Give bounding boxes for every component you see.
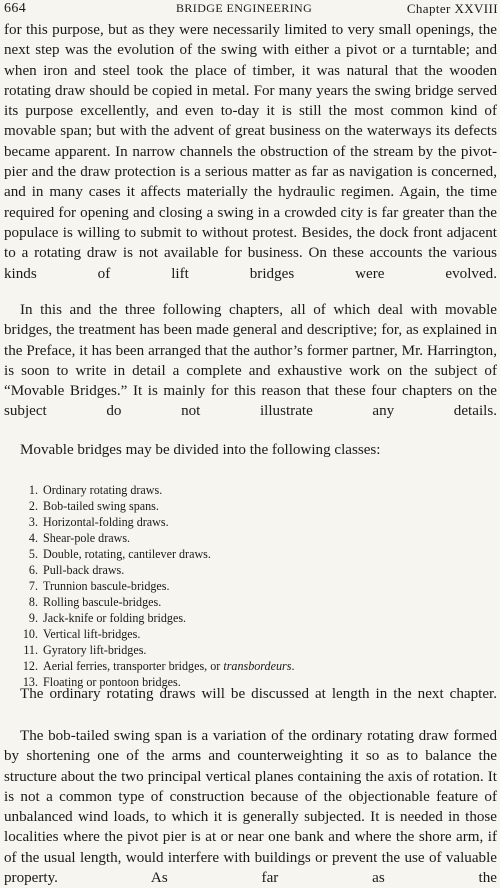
list-item-text	[43, 610, 186, 626]
list-item	[22, 610, 482, 626]
list-item-italic: transbordeurs	[223, 659, 292, 673]
list-item-label: Floating or pontoon bridges.	[43, 675, 181, 689]
list-item	[22, 498, 482, 514]
list-item-label: Bob-tailed swing spans.	[43, 499, 159, 513]
chapter-number: XXVIII	[454, 1, 498, 16]
running-header	[4, 1, 498, 19]
list-item-number: 3.	[28, 515, 38, 529]
paragraph-rotating-draws: The ordinary rotating draws will be discussed at length in the next chapter.	[20, 686, 497, 702]
paragraph-classes-intro: Movable bridges may be divided into the following classes:	[20, 442, 381, 458]
list-item-number: 5.	[28, 547, 38, 561]
list-item-number: 12.	[22, 659, 38, 673]
list-item-label: Ordinary rotating draws.	[43, 483, 163, 497]
list-item-number: 11.	[23, 643, 38, 657]
list-item	[22, 562, 482, 578]
list-item	[22, 594, 482, 610]
list-item-text	[43, 482, 162, 498]
list-item-label: Vertical lift-bridges.	[43, 627, 141, 641]
list-item-number: 1.	[28, 483, 38, 497]
list-item	[22, 626, 482, 642]
list-item-number: 6.	[28, 563, 38, 577]
list-item-label: Aerial ferries, transporter bridges, or	[43, 659, 221, 673]
list-item	[22, 578, 482, 594]
list-item-text	[43, 498, 159, 514]
list-item-number: 13.	[22, 675, 38, 689]
list-item-number: 8.	[28, 595, 38, 609]
list-item-label: Horizontal-folding draws.	[43, 515, 169, 529]
list-item-label: Double, rotating, cantilever draws.	[43, 547, 211, 561]
list-item-text	[43, 642, 146, 658]
list-item-label: Rolling bascule-bridges.	[43, 595, 162, 609]
movable-bridge-classes-list	[22, 482, 482, 690]
list-item-number: 4.	[28, 531, 38, 545]
list-item-label: Pull-back draws.	[43, 563, 125, 577]
list-item-number: 9.	[28, 611, 38, 625]
list-item-text	[43, 530, 130, 546]
list-item-text	[43, 658, 294, 674]
list-item	[22, 658, 482, 674]
list-item-number: 2.	[28, 499, 38, 513]
list-item-end: .	[291, 659, 295, 673]
list-item	[22, 514, 482, 530]
list-item-number: 7.	[28, 579, 38, 593]
paragraph-treatment: In this and the three following chapters, all of which deal with movable bridges, the treatment has been made general and descriptive; for, as explained in the Preface, it has been arranged that the author’s former partner, Mr. Harrington, is soon to write in detail a complete and exhaustive work on the subject of “Movable Bridges.” It is mainly for this reason that these four chapters on the subject do not illustrate any details.	[4, 302, 497, 420]
chapter-word: Chapter	[406, 1, 451, 16]
list-item-label: Trunnion bascule-bridges.	[43, 579, 170, 593]
list-item-text	[43, 594, 161, 610]
list-item-text	[43, 514, 169, 530]
chapter-label	[407, 1, 498, 17]
list-item-number: 10.	[22, 627, 38, 641]
list-item	[22, 482, 482, 498]
list-item-text	[43, 578, 170, 594]
list-item-label: Shear-pole draws.	[43, 531, 131, 545]
paragraph-continuation: for this purpose, but as they were necessarily limited to very small openings, the next step was the evolution of the swing with either a pivot or a turntable; and when iron and steel took the place of timber, it was natural that the wooden rotating draw should be copied in metal. For many years the swing bridge served its purpose excellently, and even to-day it is still the most common kind of movable span; but with the advent of great business on the waterways its defects became apparent. In narrow channels the obstruction of the stream by the pivot-pier and the draw protection is a serious matter as far as navigation is concerned, and in many cases it affects materially the hydraulic regimen. Again, the time required for opening and closing a swing in a crowded city is far greater than the populace is willing to submit to without protest. Besides, the dock front adjacent to a rotating draw is not available for business. On these accounts the various kinds of lift bridges were evolved.	[4, 22, 497, 282]
list-item-label: Gyratory lift-bridges.	[43, 643, 147, 657]
list-item-label: Jack-knife or folding bridges.	[43, 611, 187, 625]
list-item-text	[43, 546, 211, 562]
page-number: 664	[4, 1, 27, 16]
paragraph-bob-tailed: The bob-tailed swing span is a variation of the ordinary rotating draw formed by shortening one of the arms and counterweighting it so as to balance the structure about the two principal vertical planes containing the axis of rotation. It is not a common type of construction because of the objectionable feature of unbalanced wind loads, to which it is generally subjected. It is needed in those localities where the pivot pier is at or near one bank and where the shore arm, if of the usual length, would interfere with buildings or prevent the use of valuable property. As far as the	[4, 728, 497, 887]
list-item	[22, 546, 482, 562]
list-item-text	[43, 626, 140, 642]
running-title: BRIDGE ENGINEERING	[176, 1, 313, 15]
list-item-text	[43, 562, 124, 578]
list-item	[22, 530, 482, 546]
list-item	[22, 642, 482, 658]
